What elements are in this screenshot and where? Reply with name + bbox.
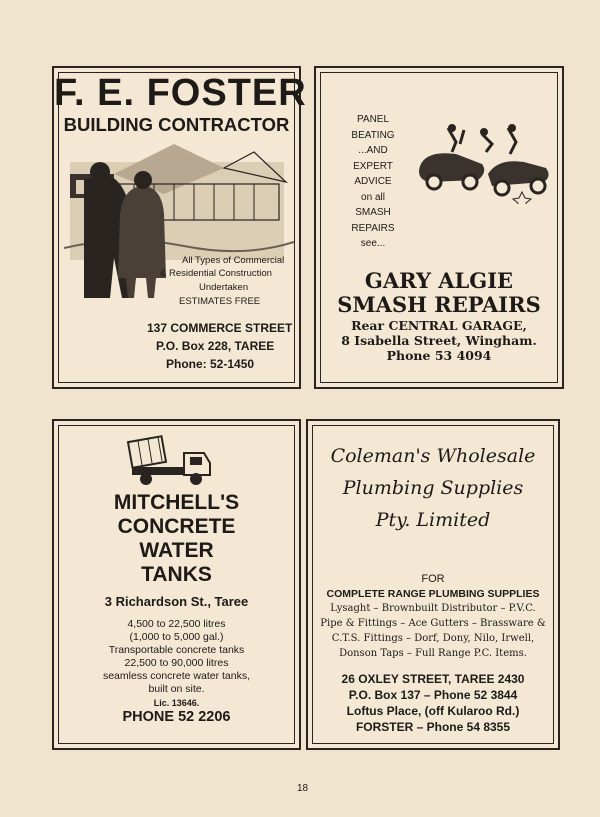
mitchell-detail-3: Transportable concrete tanks — [108, 644, 245, 656]
foster-phone: Phone: 52-1450 — [166, 357, 255, 371]
mitchell-ad — [52, 419, 301, 750]
foster-desc-1: All Types of Commercial — [182, 255, 285, 266]
car-crash-illustration — [412, 122, 554, 204]
algie-address-2: 8 Isabella Street, Wingham. — [341, 333, 537, 348]
algie-name-2: SMASH REPAIRS — [337, 292, 541, 317]
page-number: 18 — [297, 783, 309, 794]
coleman-for: FOR — [421, 573, 445, 585]
foster-address-2: P.O. Box 228, TAREE — [156, 339, 275, 353]
coleman-title-2: Plumbing Supplies — [342, 477, 524, 499]
coleman-title-1: Coleman's Wholesale — [330, 445, 536, 467]
foster-title: BUILDING CONTRACTOR — [63, 114, 290, 135]
mitchell-street: 3 Richardson St., Taree — [104, 594, 249, 609]
mitchell-detail-2: (1,000 to 5,000 gal.) — [129, 631, 224, 643]
coleman-headline: COMPLETE RANGE PLUMBING SUPPLIES — [326, 588, 540, 600]
coleman-list-2: Pipe & Fittings – Ace Gutters – Brassware & — [320, 618, 546, 629]
foster-name: F. E. FOSTER — [54, 72, 307, 114]
mitchell-title-1: MITCHELL'S — [113, 491, 240, 514]
foster-address-1: 137 COMMERCE STREET — [147, 321, 293, 335]
mitchell-title-3: WATER — [139, 539, 214, 562]
coleman-ad — [306, 419, 560, 750]
coleman-address-3: Loftus Place, (off Kularoo Rd.) — [346, 704, 520, 718]
mitchell-detail-6: built on site. — [148, 683, 205, 695]
foster-desc-3: Undertaken — [199, 282, 249, 293]
algie-tagline: PANEL BEATING ...AND EXPERT ADVICE on all SMASH REPAIRS see... — [351, 114, 395, 249]
mitchell-detail-4: 22,500 to 90,000 litres — [124, 657, 229, 669]
coleman-list-1: Lysaght – Brownbuilt Distributor – P.V.C. — [330, 603, 536, 614]
algie-address-1: Rear CENTRAL GARAGE, — [351, 318, 527, 333]
coleman-list-3: C.T.S. Fittings – Dorf, Dony, Nilo, Irwell, — [331, 633, 535, 644]
algie-name-1: GARY ALGIE — [364, 268, 514, 293]
coleman-title-3: Pty. Limited — [375, 509, 491, 531]
mitchell-title-2: CONCRETE — [117, 515, 236, 538]
algie-ad — [314, 66, 564, 389]
mitchell-licence: Lic. 13646. — [153, 698, 200, 708]
foster-desc-4: ESTIMATES FREE — [179, 296, 261, 307]
mitchell-detail-5: seamless concrete water tanks, — [102, 670, 251, 682]
water-tank-truck-icon — [124, 433, 216, 489]
coleman-list-4: Donson Taps – Full Range P.C. Items. — [339, 648, 527, 659]
coleman-address-2: P.O. Box 137 – Phone 52 3844 — [348, 688, 518, 702]
mitchell-detail-1: 4,500 to 22,500 litres — [127, 618, 226, 630]
algie-phone: Phone 53 4094 — [386, 348, 492, 363]
mitchell-title-4: TANKS — [141, 563, 212, 586]
mitchell-phone: PHONE 52 2206 — [122, 709, 231, 725]
coleman-address-1: 26 OXLEY STREET, TAREE 2430 — [341, 672, 525, 686]
foster-desc-2: & Residential Construction — [160, 268, 272, 279]
foster-ad — [52, 66, 307, 389]
coleman-address-4: FORSTER – Phone 54 8355 — [355, 720, 511, 734]
